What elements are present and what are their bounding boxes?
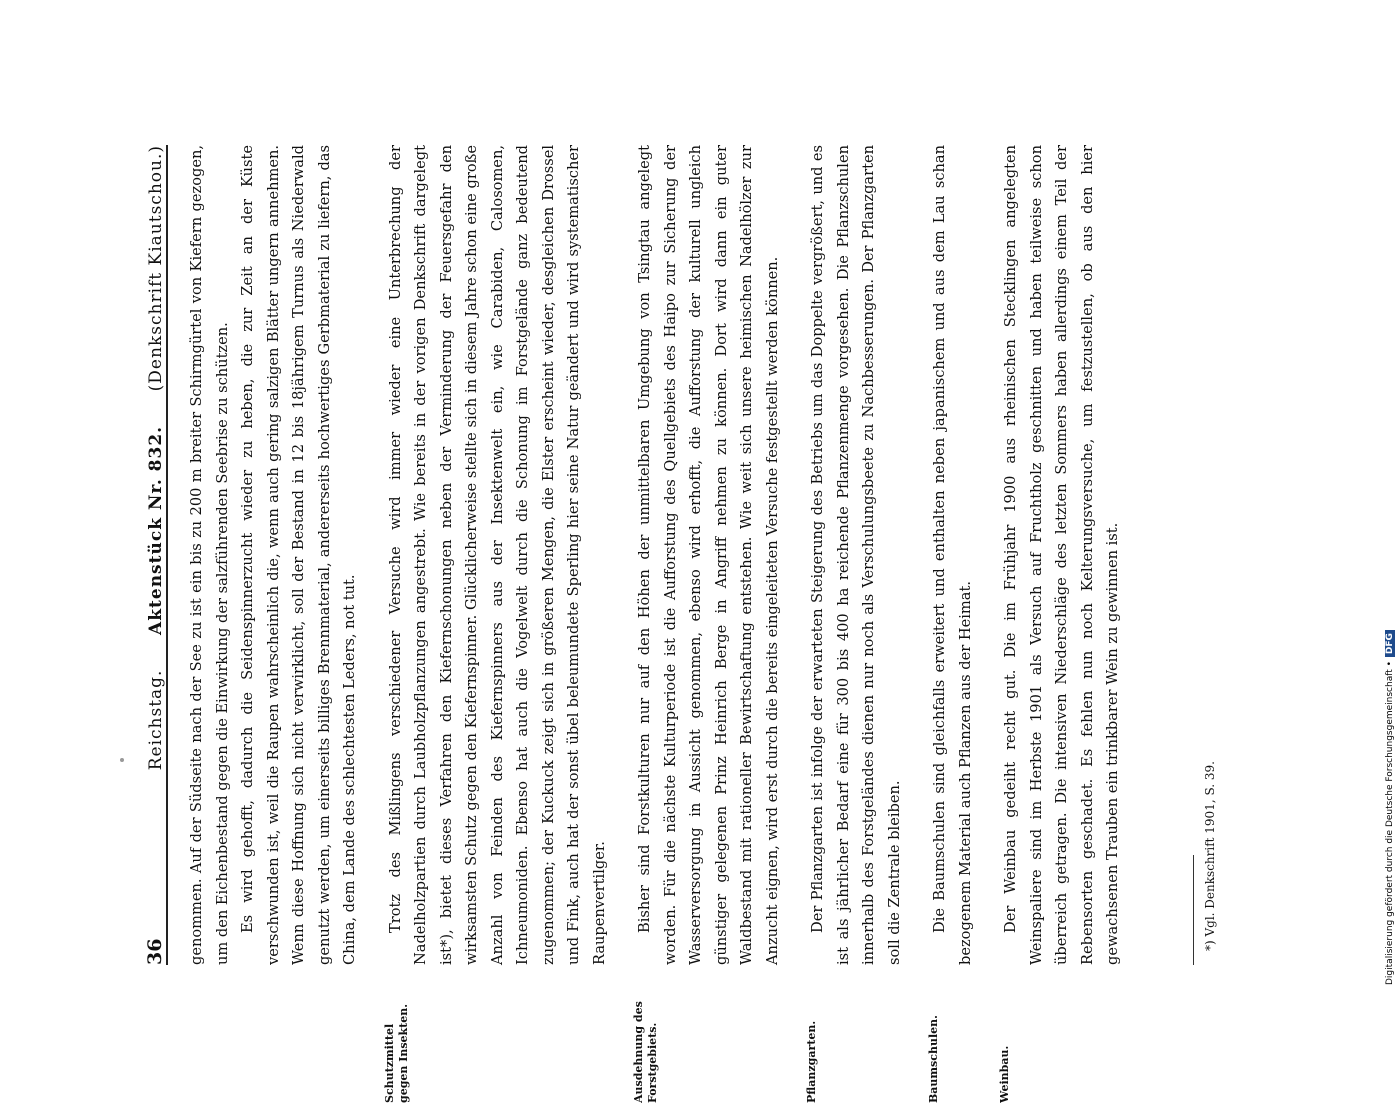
section-text-weinbau: Der Weinbau gedeiht recht gut. Die im Frühjahr 1900 aus rheinischen Stecklingen angelegten Weinspaliere sind im Herbste 1901 als Versuch auf Fruchtholz geschnitten und haben teilweise schon überreich getragen. Die intensiven Niederschläge des letzten Sommers haben allerdings einem Teil der Rebensorten geschadet. Es fehlen nun noch Kelterungsversuche, um festzustellen, ob aus den hier gewachsenen Trauben ein trinkbarer Wein zu gewinnen ist. <box>1002 145 1121 965</box>
margin-note-pflanzgarten: Pflanzgarten. <box>805 1020 818 1103</box>
margin-note-baumschulen: Baumschulen. <box>927 1015 940 1103</box>
section-baumschulen <box>927 145 978 1103</box>
header-left: Reichstag. <box>146 669 166 771</box>
paragraph-continuation: genommen. Auf der Südseite nach der See zu ist ein bis zu 200 m breiter Schirmgürtel von Kiefern gezogen, um den Eichenbestand gegen die Einwirkung der salzführenden Seebrise zu schützen. <box>188 145 231 965</box>
header-subtitle: (Denkschrift Kiautschou.) <box>146 145 166 392</box>
section-insekten <box>382 145 613 1103</box>
margin-note-forstgebiet: Ausdehnung des Forstgebiets. <box>632 1001 659 1103</box>
scan-speck <box>120 758 124 762</box>
margin-note-insekten: Schutzmittel gegen Insekten. <box>382 1003 410 1103</box>
digitization-sidebar <box>1382 0 1397 1000</box>
margin-note-weinbau: Weinbau. <box>998 1045 1011 1103</box>
page-body <box>184 145 1126 1103</box>
rotated-page-content <box>138 145 1233 1103</box>
section-forstgebiet <box>632 145 785 1103</box>
paragraph-seidenspinner: Es wird gehofft, dadurch die Seidenspinnerzucht wieder zu heben, die zur Zeit an der Küste verschwunden ist, weil die Raupen wahrscheinlich die, wenn auch gering salzigen Blätter ungern annehmen. Wenn diese Hoffnung sich nicht verwirklicht, soll der Bestand in 12 bis 18jährigem Turnus als Niederwald genutzt werden, um einerseits billiges Brennmaterial, andererseits hochwertiges Gerbmaterial zu liefern, das China, dem Lande des schlechtesten Leders, not tut. <box>239 145 358 965</box>
page-header <box>138 145 168 965</box>
header-title <box>146 145 166 770</box>
dfg-logo: DFG <box>1385 630 1395 657</box>
footnote: *) Vgl. Denkschrift 1901, S. 39. <box>1203 761 1217 951</box>
section-weinbau <box>998 145 1126 1103</box>
page-number: 36 <box>144 938 166 965</box>
section-text-forstgebiet: Bisher sind Forstkulturen nur auf den Höhen der unmittelbaren Umgebung von Tsingtau angelegt worden. Für die nächste Kulturperiode ist die Aufforstung des Quellgebiets des Haipo zur Sicherung der Wasserversorgung in Aussicht genommen, ebenso wird erhofft, die Aufforstung der kulturell ungleich günstiger gelegenen Prinz Heinrich Berge in Angriff nehmen zu können. Dort wird dann ein guter Waldbestand mit rationeller Bewirtschaftung entstehen. Wie weit sich unsere heimischen Nadelhölzer zur Anzucht eignen, wird erst durch die bereits eingeleiteten Versuche festgestellt werden können. <box>636 145 781 965</box>
footnote-rule <box>1193 855 1194 965</box>
digitization-credit <box>1385 5 1396 985</box>
section-pflanzgarten <box>805 145 907 1103</box>
section-text-insekten: Trotz des Mißlingens verschiedener Versuche wird immer wieder eine Unterbrechung der Nadelholzpartien durch Laubholzpflanzungen angestrebt. Wie bereits in der vorigen Denkschrift dargelegt ist*), bietet dieses Verfahren den Kiefernschonungen neben der Verminderung der Feuersgefahr den wirksamsten Schutz gegen den Kiefernspinner. Glücklicherweise stellte sich in diesem Jahre schon eine große Anzahl von Feinden des Kiefernspinners aus der Insektenwelt ein, wie Carabiden, Calosomen, Ichneumoniden. Ebenso hat auch die Vogelwelt durch die Schonung im Forstgelände ganz bedeutend zugenommen; der Kuckuck zeigt sich in größeren Mengen, die Elster erscheint wieder, desgleichen Drossel und Fink, auch hat der sonst übel beleumundete Sperling hier seine Natur geändert und wird systematischer Raupenvertilger. <box>386 145 608 965</box>
section-text-baumschulen: Die Baumschulen sind gleichfalls erweitert und enthalten neben japanischem und aus dem Lau schan bezogenem Material auch Pflanzen aus der Heimat. <box>931 145 974 965</box>
section-text-pflanzgarten: Der Pflanzgarten ist infolge der erwarteten Steigerung des Betriebs um das Doppelte vergrößert, und es ist als jährlicher Bedarf eine für 300 bis 400 ha reichende Pflanzenmenge vorgesehen. Die Pflanzschulen innerhalb des Forstgeländes dienen nur noch als Verschulungsbeete zu Nachbesserungen. Der Pflanzgarten soll die Zentrale bleiben. <box>809 145 903 965</box>
header-document: Aktenstück Nr. 832. <box>146 425 166 635</box>
credit-text: Digitalisierung gefördert durch die Deutsche Forschungsgemeinschaft • <box>1385 661 1395 985</box>
